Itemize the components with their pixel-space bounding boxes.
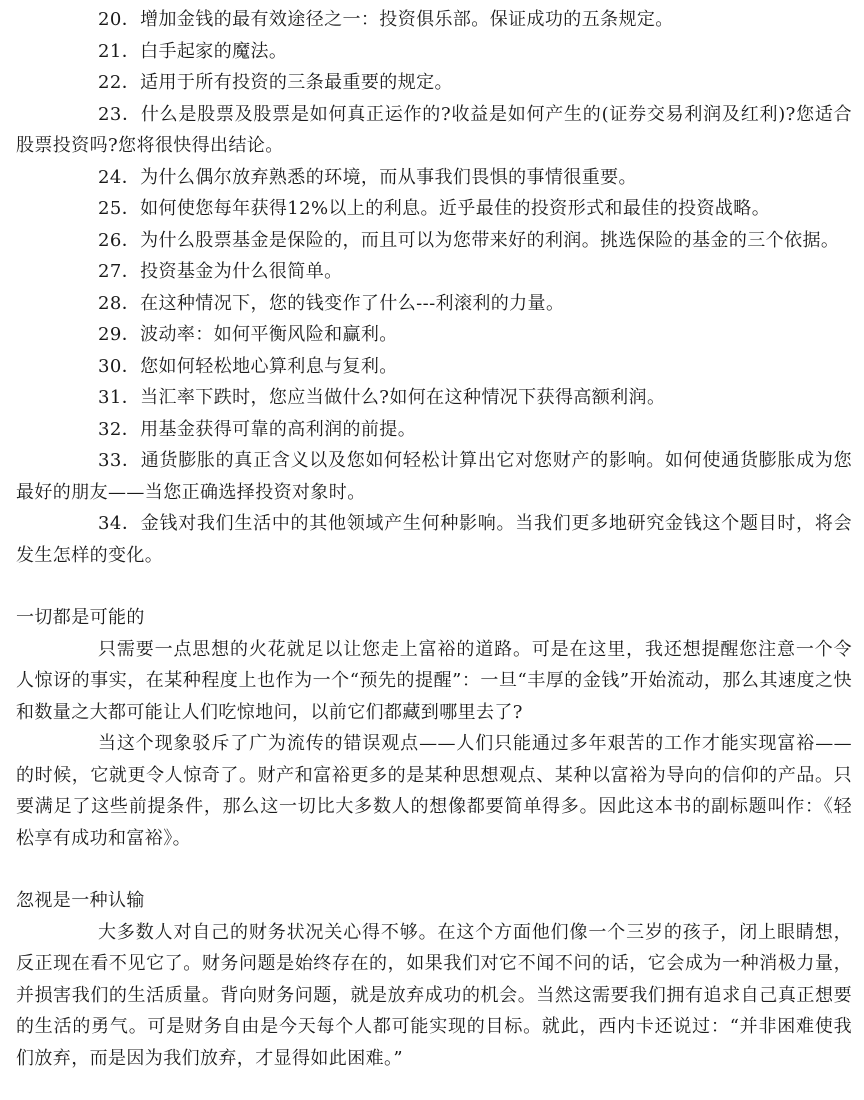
list-item: 29．波动率：如何平衡风险和赢利。 <box>98 324 398 345</box>
list-item: 21．白手起家的魔法。 <box>98 40 288 62</box>
paragraph: 大多数人对自己的财务状况关心得不够。在这个方面他们像一个三岁的孩子，闭上眼睛想，反正现在看不见它了。财务问题是始终存在的，如果我们对它不闻不问的话，它会成为一种消极力量，并损害我们的生活质量。背向财务问题，就是放弃成功的机会。当然这需要我们拥有追求自己真正想要的生活的勇气。可是财务自由是今天每个人都可能实现的目标。就此，西内卡还说过：“并非困难使我们放弃，而是因为我们放弃，才显得如此困难。” <box>16 921 852 1069</box>
section-heading: 一切都是可能的 <box>16 607 145 628</box>
list-item: 33．通货膨胀的真正含义以及您如何轻松计算出它对您财产的影响。如何使通货膨胀成为您最好的朋友——当您正确选择投资对象时。 <box>16 450 852 503</box>
list-item: 22．适用于所有投资的三条最重要的规定。 <box>98 72 453 93</box>
list-item: 24．为什么偶尔放弃熟悉的环境，而从事我们畏惧的事情很重要。 <box>98 166 637 188</box>
paragraph: 当这个现象驳斥了广为流传的错误观点——人们只能通过多年艰苦的工作才能实现富裕——的时候，它就更令人惊奇了。财产和富裕更多的是某种思想观点、某种以富裕为导向的信仰的产品。只要满足了这些前提条件，那么这一切比大多数人的想像都要简单得多。因此这本书的副标题叫作：《轻松享有成功和富裕》。 <box>16 733 852 849</box>
list-item: 27．投资基金为什么很简单。 <box>98 261 343 282</box>
section-heading: 忽视是一种认输 <box>16 890 145 911</box>
spacer <box>16 854 852 885</box>
list-item: 28．在这种情况下，您的钱变作了什么---利滚利的力量。 <box>98 292 565 314</box>
numbered-list <box>16 4 852 571</box>
list-item: 20．增加金钱的最有效途径之一：投资俱乐部。保证成功的五条规定。 <box>98 9 674 30</box>
list-item: 31．当汇率下跌时，您应当做什么?如何在这种情况下获得高额利润。 <box>98 387 666 408</box>
list-item: 23．什么是股票及股票是如何真正运作的?收益是如何产生的(证券交易利润及红利)?您适合股票投资吗?您将很快得出结论。 <box>16 103 852 156</box>
section-neglect-is-surrender <box>16 885 852 1074</box>
list-item: 30．您如何轻松地心算利息与复利。 <box>98 355 398 377</box>
paragraph: 只需要一点思想的火花就足以让您走上富裕的道路。可是在这里，我还想提醒您注意一个令人惊讶的事实，在某种程度上也作为一个“预先的提醒”：一旦“丰厚的金钱”开始流动，那么其速度之快和数量之大都可能让人们吃惊地问，以前它们都藏到哪里去了? <box>16 638 852 723</box>
section-everything-possible <box>16 602 852 854</box>
list-item: 26．为什么股票基金是保险的，而且可以为您带来好的利润。挑选保险的基金的三个依据。 <box>98 229 840 251</box>
list-item: 34．金钱对我们生活中的其他领域产生何种影响。当我们更多地研究金钱这个题目时，将会发生怎样的变化。 <box>16 513 852 566</box>
list-item: 32．用基金获得可靠的高利润的前提。 <box>98 418 417 440</box>
list-item: 25．如何使您每年获得12%以上的利息。近乎最佳的投资形式和最佳的投资战略。 <box>98 198 771 219</box>
spacer <box>16 571 852 602</box>
